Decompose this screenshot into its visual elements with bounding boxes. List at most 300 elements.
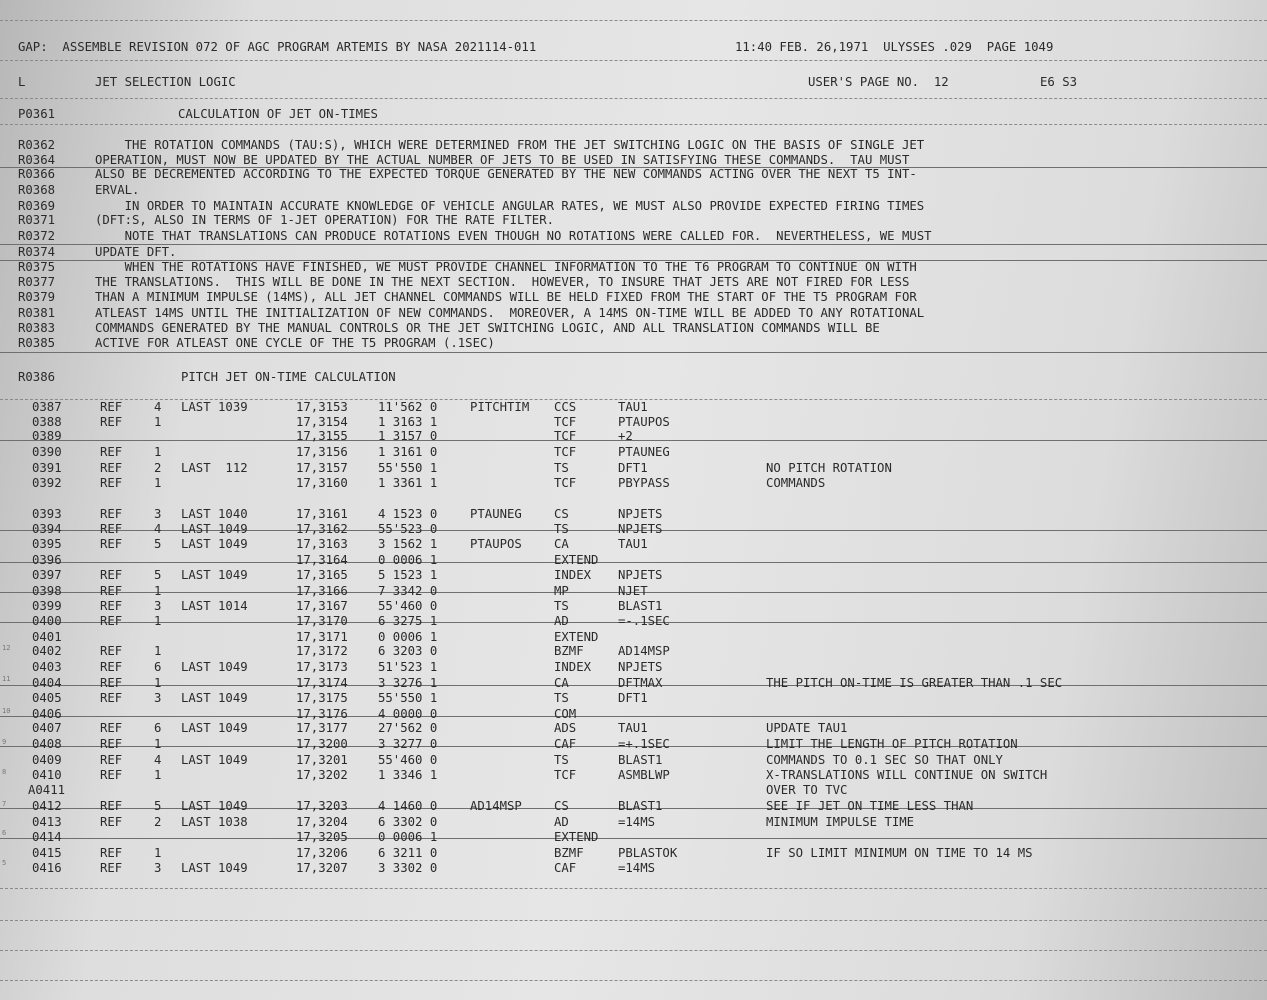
code-last-ref: LAST 1014 <box>181 599 248 613</box>
code-line-number: 0398 <box>32 584 62 598</box>
code-octal-word: 0 0006 1 <box>378 630 438 644</box>
code-row <box>0 599 1267 614</box>
code-line-number: 0400 <box>32 614 62 628</box>
code-ref: REF <box>100 537 123 551</box>
pitch-heading-id: R0386 <box>18 370 56 384</box>
code-line-number: 0394 <box>32 522 62 536</box>
code-operand: PTAUPOS <box>618 415 670 429</box>
code-ref: REF <box>100 753 123 767</box>
code-address: 17,3156 <box>296 445 348 459</box>
code-operand: BLAST1 <box>618 753 663 767</box>
comment-id: R0374 <box>18 245 56 259</box>
code-last-ref: LAST 1049 <box>181 799 248 813</box>
code-row <box>0 815 1267 830</box>
code-last-ref: LAST 1049 <box>181 568 248 582</box>
code-address: 17,3161 <box>296 507 348 521</box>
code-comment: SEE IF JET ON TIME LESS THAN <box>766 799 974 813</box>
code-line-number: 0407 <box>32 721 62 735</box>
code-opcode: COM <box>554 707 577 721</box>
code-opcode: TS <box>554 461 569 475</box>
code-address: 17,3176 <box>296 707 348 721</box>
code-address: 17,3167 <box>296 599 348 613</box>
code-opcode: CAF <box>554 861 577 875</box>
code-octal-word: 55'550 1 <box>378 461 438 475</box>
code-row <box>0 507 1267 522</box>
code-row <box>0 630 1267 645</box>
code-address: 17,3153 <box>296 400 348 414</box>
code-operand: PTAUNEG <box>618 445 670 459</box>
code-octal-word: 27'562 0 <box>378 721 438 735</box>
code-label: PTAUPOS <box>470 537 522 551</box>
code-line-number: 0387 <box>32 400 62 414</box>
comment-id: R0366 <box>18 167 56 181</box>
code-operand: +2 <box>618 429 633 443</box>
code-operand: AD14MSP <box>618 644 670 658</box>
comment-text: THAN A MINIMUM IMPULSE (14MS), ALL JET CHANNEL COMMANDS WILL BE HELD FIXED FROM THE START OF THE T5 PROGRAM FOR <box>95 290 917 304</box>
code-line-number: 0415 <box>32 846 62 860</box>
code-comment: COMMANDS TO 0.1 SEC SO THAT ONLY <box>766 753 1003 767</box>
code-opcode: TCF <box>554 768 577 782</box>
code-line-number: 0416 <box>32 861 62 875</box>
code-octal-word: 55'550 1 <box>378 691 438 705</box>
code-opcode: CAF <box>554 737 577 751</box>
pitch-heading-text: PITCH JET ON-TIME CALCULATION <box>181 370 396 384</box>
code-address: 17,3205 <box>296 830 348 844</box>
code-row <box>0 783 1267 798</box>
code-row <box>0 768 1267 783</box>
comment-id: R0381 <box>18 306 56 320</box>
code-operand: DFTMAX <box>618 676 663 690</box>
code-address: 17,3172 <box>296 644 348 658</box>
code-ref: REF <box>100 445 123 459</box>
comment-line <box>0 336 1267 351</box>
code-ref: REF <box>100 846 123 860</box>
margin-mark: 10 <box>2 707 11 715</box>
code-octal-word: 3 3276 1 <box>378 676 438 690</box>
comment-id: R0385 <box>18 336 56 350</box>
code-row <box>0 461 1267 476</box>
code-ref-count: 1 <box>154 644 162 658</box>
code-ref: REF <box>100 644 123 658</box>
code-comment: OVER TO TVC <box>766 783 848 797</box>
code-opcode: TCF <box>554 476 577 490</box>
code-operand: BLAST1 <box>618 599 663 613</box>
code-ref: REF <box>100 737 123 751</box>
comment-line <box>0 229 1267 244</box>
code-opcode: BZMF <box>554 644 584 658</box>
code-opcode: INDEX <box>554 660 592 674</box>
code-opcode: TS <box>554 753 569 767</box>
code-row <box>0 644 1267 659</box>
code-address: 17,3166 <box>296 584 348 598</box>
code-ref-count: 5 <box>154 537 162 551</box>
margin-mark: 9 <box>2 738 7 746</box>
code-address: 17,3163 <box>296 537 348 551</box>
code-ref-count: 1 <box>154 415 162 429</box>
code-operand: NPJETS <box>618 507 663 521</box>
code-opcode: AD <box>554 815 569 829</box>
code-ref-count: 1 <box>154 737 162 751</box>
comment-id: R0368 <box>18 183 56 197</box>
code-row <box>0 584 1267 599</box>
code-ref: REF <box>100 599 123 613</box>
code-address: 17,3175 <box>296 691 348 705</box>
code-last-ref: LAST 1038 <box>181 815 248 829</box>
code-line-number: 0401 <box>32 630 62 644</box>
code-line-number: 0409 <box>32 753 62 767</box>
code-operand: =14MS <box>618 861 656 875</box>
code-ref-count: 2 <box>154 461 162 475</box>
code-row <box>0 721 1267 736</box>
code-row <box>0 429 1267 444</box>
code-ref-count: 1 <box>154 445 162 459</box>
code-ref: REF <box>100 415 123 429</box>
code-line-number: 0393 <box>32 507 62 521</box>
margin-mark: 12 <box>2 644 11 652</box>
code-opcode: EXTEND <box>554 630 599 644</box>
code-octal-word: 6 3302 0 <box>378 815 438 829</box>
code-ref: REF <box>100 584 123 598</box>
code-last-ref: LAST 1049 <box>181 537 248 551</box>
comment-text: OPERATION, MUST NOW BE UPDATED BY THE ACTUAL NUMBER OF JETS TO BE USED IN SATISFYING THESE COMMANDS. TAU MUST <box>95 153 910 167</box>
code-operand: ASMBLWP <box>618 768 670 782</box>
code-line-number: 0402 <box>32 644 62 658</box>
code-ref-count: 1 <box>154 768 162 782</box>
code-operand: NPJETS <box>618 660 663 674</box>
code-line-number: A0411 <box>28 783 66 797</box>
code-opcode: TS <box>554 522 569 536</box>
code-ref: REF <box>100 614 123 628</box>
code-address: 17,3157 <box>296 461 348 475</box>
code-ref-count: 6 <box>154 721 162 735</box>
code-address: 17,3201 <box>296 753 348 767</box>
code-address: 17,3202 <box>296 768 348 782</box>
code-ref: REF <box>100 768 123 782</box>
code-line-number: 0403 <box>32 660 62 674</box>
code-row <box>0 846 1267 861</box>
code-octal-word: 0 0006 1 <box>378 553 438 567</box>
code-ref: REF <box>100 400 123 414</box>
code-octal-word: 6 3203 0 <box>378 644 438 658</box>
code-line-number: 0391 <box>32 461 62 475</box>
code-line-number: 0404 <box>32 676 62 690</box>
e6-mark: E6 S3 <box>1040 75 1078 89</box>
code-row <box>0 400 1267 415</box>
comment-line <box>0 321 1267 336</box>
code-last-ref: LAST 1049 <box>181 721 248 735</box>
code-ref: REF <box>100 461 123 475</box>
code-last-ref: LAST 1049 <box>181 522 248 536</box>
comment-line <box>0 183 1267 198</box>
code-row <box>0 830 1267 845</box>
code-line-number: 0388 <box>32 415 62 429</box>
comment-text: NOTE THAT TRANSLATIONS CAN PRODUCE ROTATIONS EVEN THOUGH NO ROTATIONS WERE CALLED FOR. NEVERTHELESS, WE MUST <box>95 229 932 243</box>
code-opcode: BZMF <box>554 846 584 860</box>
code-opcode: INDEX <box>554 568 592 582</box>
section-mark: L <box>18 75 26 89</box>
code-comment: X-TRANSLATIONS WILL CONTINUE ON SWITCH <box>766 768 1048 782</box>
code-last-ref: LAST 1039 <box>181 400 248 414</box>
code-line-number: 0410 <box>32 768 62 782</box>
code-ref-count: 3 <box>154 691 162 705</box>
comment-line <box>0 306 1267 321</box>
comment-text: IN ORDER TO MAINTAIN ACCURATE KNOWLEDGE OF VEHICLE ANGULAR RATES, WE MUST ALSO PROVIDE EXPECTED FIRING TIMES <box>95 199 925 213</box>
code-ref: REF <box>100 799 123 813</box>
margin-mark: 11 <box>2 675 11 683</box>
comment-id: R0377 <box>18 275 56 289</box>
code-opcode: AD <box>554 614 569 628</box>
code-opcode: CCS <box>554 400 577 414</box>
code-row <box>0 537 1267 552</box>
code-octal-word: 1 3161 0 <box>378 445 438 459</box>
margin-mark: 7 <box>2 800 7 808</box>
code-line-number: 0389 <box>32 429 62 443</box>
code-opcode: CS <box>554 799 569 813</box>
code-ref-count: 1 <box>154 846 162 860</box>
code-operand: DFT1 <box>618 461 648 475</box>
code-opcode: ADS <box>554 721 577 735</box>
comment-id: R0369 <box>18 199 56 213</box>
margin-mark: 8 <box>2 768 7 776</box>
code-ref: REF <box>100 507 123 521</box>
code-address: 17,3177 <box>296 721 348 735</box>
code-row <box>0 522 1267 537</box>
code-row <box>0 415 1267 430</box>
code-row <box>0 707 1267 722</box>
comment-line <box>0 138 1267 153</box>
code-octal-word: 55'460 0 <box>378 599 438 613</box>
comment-text: ATLEAST 14MS UNTIL THE INITIALIZATION OF NEW COMMANDS. MOREOVER, A 14MS ON-TIME WILL BE ADDED TO ANY ROTATIONAL <box>95 306 925 320</box>
code-octal-word: 1 3163 1 <box>378 415 438 429</box>
code-last-ref: LAST 1049 <box>181 691 248 705</box>
code-line-number: 0406 <box>32 707 62 721</box>
code-ref-count: 1 <box>154 476 162 490</box>
code-comment: IF SO LIMIT MINIMUM ON TIME TO 14 MS <box>766 846 1033 860</box>
code-octal-word: 3 1562 1 <box>378 537 438 551</box>
code-operand: NPJETS <box>618 522 663 536</box>
code-last-ref: LAST 112 <box>181 461 248 475</box>
subtitle-id: P0361 <box>18 107 56 121</box>
code-ref: REF <box>100 522 123 536</box>
code-operand: NPJETS <box>618 568 663 582</box>
code-label: PITCHTIM <box>470 400 530 414</box>
code-operand: DFT1 <box>618 691 648 705</box>
code-last-ref: LAST 1040 <box>181 507 248 521</box>
code-octal-word: 11'562 0 <box>378 400 438 414</box>
comment-line <box>0 275 1267 290</box>
code-octal-word: 6 3275 1 <box>378 614 438 628</box>
code-row <box>0 568 1267 583</box>
code-comment: NO PITCH ROTATION <box>766 461 892 475</box>
code-ref: REF <box>100 476 123 490</box>
code-ref-count: 4 <box>154 753 162 767</box>
code-last-ref: LAST 1049 <box>181 660 248 674</box>
code-ref-count: 1 <box>154 614 162 628</box>
code-address: 17,3206 <box>296 846 348 860</box>
code-operand: NJET <box>618 584 648 598</box>
code-row <box>0 476 1267 491</box>
comment-id: R0362 <box>18 138 56 152</box>
comment-text: COMMANDS GENERATED BY THE MANUAL CONTROLS OR THE JET SWITCHING LOGIC, AND ALL TRANSLATION COMMANDS WILL BE <box>95 321 880 335</box>
code-line-number: 0408 <box>32 737 62 751</box>
comment-text: ALSO BE DECREMENTED ACCORDING TO THE EXPECTED TORQUE GENERATED BY THE NEW COMMANDS ACTING OVER THE NEXT T5 INT- <box>95 167 917 181</box>
code-octal-word: 1 3361 1 <box>378 476 438 490</box>
code-line-number: 0399 <box>32 599 62 613</box>
code-row <box>0 861 1267 876</box>
code-octal-word: 3 3277 0 <box>378 737 438 751</box>
code-address: 17,3174 <box>296 676 348 690</box>
code-line-number: 0390 <box>32 445 62 459</box>
code-line-number: 0414 <box>32 830 62 844</box>
code-address: 17,3155 <box>296 429 348 443</box>
code-ref-count: 6 <box>154 660 162 674</box>
code-line-number: 0413 <box>32 815 62 829</box>
code-address: 17,3162 <box>296 522 348 536</box>
code-address: 17,3207 <box>296 861 348 875</box>
code-operand: TAU1 <box>618 721 648 735</box>
users-page: USER'S PAGE NO. 12 <box>808 75 949 89</box>
code-row <box>0 553 1267 568</box>
code-comment: MINIMUM IMPULSE TIME <box>766 815 915 829</box>
code-operand: BLAST1 <box>618 799 663 813</box>
code-opcode: TS <box>554 599 569 613</box>
code-row <box>0 676 1267 691</box>
comment-text: (DFT:S, ALSO IN TERMS OF 1-JET OPERATION) FOR THE RATE FILTER. <box>95 213 555 227</box>
code-line-number: 0392 <box>32 476 62 490</box>
code-opcode: CS <box>554 507 569 521</box>
code-opcode: TCF <box>554 445 577 459</box>
comment-line <box>0 199 1267 214</box>
comment-line <box>0 245 1267 260</box>
code-line-number: 0412 <box>32 799 62 813</box>
code-octal-word: 51'523 1 <box>378 660 438 674</box>
code-ref-count: 4 <box>154 522 162 536</box>
code-operand: TAU1 <box>618 537 648 551</box>
code-address: 17,3170 <box>296 614 348 628</box>
code-comment: COMMANDS <box>766 476 826 490</box>
code-line-number: 0405 <box>32 691 62 705</box>
code-ref-count: 3 <box>154 599 162 613</box>
code-row <box>0 799 1267 814</box>
pitch-heading-line <box>0 370 1267 385</box>
code-address: 17,3204 <box>296 815 348 829</box>
code-row <box>0 691 1267 706</box>
comment-line <box>0 167 1267 182</box>
code-row <box>0 445 1267 460</box>
margin-mark: 6 <box>2 829 7 837</box>
code-row <box>0 753 1267 768</box>
code-operand: =-.1SEC <box>618 614 670 628</box>
section-title: JET SELECTION LOGIC <box>95 75 236 89</box>
code-line-number: 0396 <box>32 553 62 567</box>
code-octal-word: 5 1523 1 <box>378 568 438 582</box>
code-ref-count: 3 <box>154 861 162 875</box>
code-operand: =+.1SEC <box>618 737 670 751</box>
code-ref: REF <box>100 676 123 690</box>
code-octal-word: 0 0006 1 <box>378 830 438 844</box>
code-ref-count: 5 <box>154 568 162 582</box>
code-comment: UPDATE TAU1 <box>766 721 848 735</box>
comment-line <box>0 213 1267 228</box>
code-address: 17,3160 <box>296 476 348 490</box>
code-address: 17,3200 <box>296 737 348 751</box>
comment-line <box>0 260 1267 275</box>
code-row <box>0 737 1267 752</box>
comment-id: R0375 <box>18 260 56 274</box>
code-ref: REF <box>100 861 123 875</box>
code-octal-word: 4 0000 0 <box>378 707 438 721</box>
comment-text: ACTIVE FOR ATLEAST ONE CYCLE OF THE T5 PROGRAM (.1SEC) <box>95 336 495 350</box>
code-ref-count: 1 <box>154 676 162 690</box>
code-opcode: CA <box>554 676 569 690</box>
code-operand: =14MS <box>618 815 656 829</box>
comment-line <box>0 290 1267 305</box>
comment-id: R0372 <box>18 229 56 243</box>
header-title: GAP: ASSEMBLE REVISION 072 OF AGC PROGRAM ARTEMIS BY NASA 2021114-011 <box>18 40 537 54</box>
comment-text: UPDATE DFT. <box>95 245 177 259</box>
code-opcode: CA <box>554 537 569 551</box>
header-stamp: 11:40 FEB. 26,1971 ULYSSES .029 PAGE 1049 <box>735 40 1054 54</box>
code-comment: THE PITCH ON-TIME IS GREATER THAN .1 SEC <box>766 676 1063 690</box>
code-address: 17,3164 <box>296 553 348 567</box>
code-ref: REF <box>100 568 123 582</box>
margin-mark: 5 <box>2 859 7 867</box>
code-label: PTAUNEG <box>470 507 522 521</box>
code-octal-word: 1 3157 0 <box>378 429 438 443</box>
code-octal-word: 55'523 0 <box>378 522 438 536</box>
code-address: 17,3165 <box>296 568 348 582</box>
code-opcode: TS <box>554 691 569 705</box>
comment-text: THE TRANSLATIONS. THIS WILL BE DONE IN THE NEXT SECTION. HOWEVER, TO INSURE THAT JETS ARE NOT FIRED FOR LESS <box>95 275 910 289</box>
code-opcode: EXTEND <box>554 830 599 844</box>
code-ref-count: 2 <box>154 815 162 829</box>
code-ref-count: 5 <box>154 799 162 813</box>
code-ref: REF <box>100 691 123 705</box>
code-ref: REF <box>100 721 123 735</box>
code-octal-word: 3 3302 0 <box>378 861 438 875</box>
code-address: 17,3173 <box>296 660 348 674</box>
section-line <box>0 75 1267 90</box>
comment-id: R0364 <box>18 153 56 167</box>
code-ref-count: 3 <box>154 507 162 521</box>
code-ref: REF <box>100 815 123 829</box>
comment-text: ERVAL. <box>95 183 140 197</box>
code-last-ref: LAST 1049 <box>181 753 248 767</box>
code-octal-word: 4 1523 0 <box>378 507 438 521</box>
code-opcode: TCF <box>554 415 577 429</box>
code-row <box>0 614 1267 629</box>
comment-line <box>0 153 1267 168</box>
code-address: 17,3171 <box>296 630 348 644</box>
code-opcode: EXTEND <box>554 553 599 567</box>
code-opcode: TCF <box>554 429 577 443</box>
code-label: AD14MSP <box>470 799 522 813</box>
code-address: 17,3154 <box>296 415 348 429</box>
code-ref-count: 1 <box>154 584 162 598</box>
code-operand: TAU1 <box>618 400 648 414</box>
comment-id: R0379 <box>18 290 56 304</box>
code-operand: PBYPASS <box>618 476 670 490</box>
subtitle-text: CALCULATION OF JET ON-TIMES <box>178 107 378 121</box>
code-opcode: MP <box>554 584 569 598</box>
comment-text: WHEN THE ROTATIONS HAVE FINISHED, WE MUST PROVIDE CHANNEL INFORMATION TO THE T6 PROGRAM TO CONTINUE ON WITH <box>95 260 917 274</box>
code-line-number: 0397 <box>32 568 62 582</box>
code-octal-word: 55'460 0 <box>378 753 438 767</box>
code-address: 17,3203 <box>296 799 348 813</box>
code-operand: PBLASTOK <box>618 846 678 860</box>
code-last-ref: LAST 1049 <box>181 861 248 875</box>
comment-id: R0383 <box>18 321 56 335</box>
